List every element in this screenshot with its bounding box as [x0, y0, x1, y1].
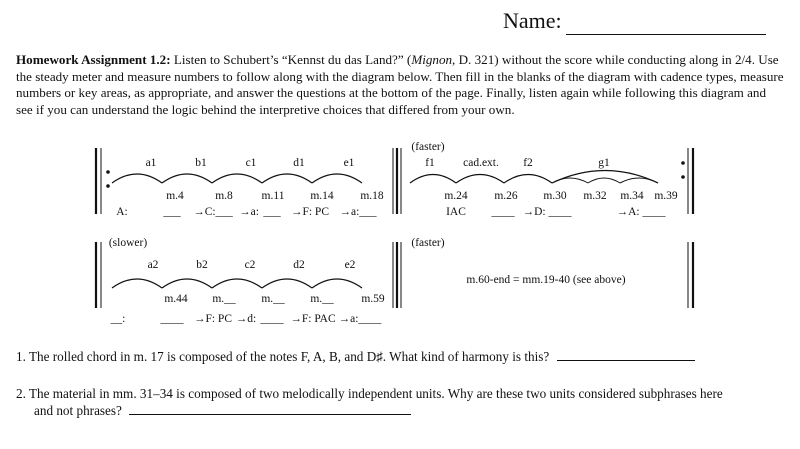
- phrase-label: d2: [293, 259, 305, 271]
- phrase-label: f2: [523, 157, 533, 169]
- measure-label[interactable]: m.__: [212, 293, 236, 305]
- phrase-label: f1: [425, 157, 435, 169]
- measure-label: m.26: [494, 190, 518, 202]
- cadence-label: IAC: [446, 206, 466, 218]
- measure-label[interactable]: m.__: [261, 293, 285, 305]
- phrase-label: c2: [244, 259, 256, 271]
- measure-label[interactable]: m.__: [310, 293, 334, 305]
- key-label: →F: PC: [290, 206, 330, 218]
- tempo-label: (slower): [108, 237, 148, 249]
- key-label[interactable]: →C:___: [193, 206, 233, 218]
- phrase-label: e2: [344, 259, 356, 271]
- measure-label: m.18: [360, 190, 384, 202]
- key-label[interactable]: →A: ____: [616, 206, 666, 218]
- tempo-label: (faster): [411, 141, 445, 153]
- phrase-label: b2: [196, 259, 208, 271]
- measure-label: m.11: [261, 190, 285, 202]
- key-label: →d:: [235, 313, 257, 325]
- question-text: and not phrases?: [34, 403, 122, 418]
- key-label: →a:: [239, 206, 259, 218]
- phrase-label: cad.ext.: [463, 157, 499, 169]
- blank-field[interactable]: ____: [160, 313, 184, 325]
- measure-label: m.32: [583, 190, 607, 202]
- instructions-part-b: , D. 321) without the score while conducting along in 2/4. Use the steady meter and measure numbers to follow along with the diagram below. Then fill in the blanks of the diagram with cadence types, measure numbers or key areas, as appropriate, and answer the questions at the bottom of the page. Finally, listen again while following this diagram and see if you can understand the logic behind the interpretive choices that differed from your own.: [16, 52, 784, 117]
- phrase-label: g1: [598, 157, 610, 169]
- instructions-part-a: Listen to Schubert’s “Kennst du das Land?” (: [170, 52, 412, 67]
- question-number: 1.: [16, 349, 26, 364]
- phrase-label: b1: [195, 157, 207, 169]
- repeat-note: m.60-end = mm.19-40 (see above): [466, 274, 626, 286]
- question-1: [16, 349, 695, 365]
- answer-field[interactable]: [129, 413, 411, 415]
- key-label[interactable]: →a:____: [338, 313, 382, 325]
- phrase-label: d1: [293, 157, 305, 169]
- blank-field[interactable]: ___: [163, 206, 181, 218]
- key-label: →F: PC: [193, 313, 233, 325]
- key-label[interactable]: →a:___: [339, 206, 377, 218]
- phrase-label: e1: [343, 157, 355, 169]
- measure-label: m.59: [361, 293, 385, 305]
- question-text: The material in mm. 31–34 is composed of two melodically independent units. Why are these two units considered subphrases here: [28, 386, 723, 401]
- question-number: 2.: [16, 386, 26, 401]
- key-label: →F: PAC: [290, 313, 336, 325]
- answer-field[interactable]: [557, 359, 695, 361]
- key-label[interactable]: __:: [110, 313, 126, 325]
- name-label: Name:: [503, 8, 562, 33]
- measure-label: m.34: [620, 190, 644, 202]
- blank-field[interactable]: ____: [260, 313, 284, 325]
- question-2-continued: [34, 403, 411, 419]
- work-title: Mignon: [411, 52, 453, 67]
- measure-label: m.44: [164, 293, 188, 305]
- measure-label: m.8: [215, 190, 233, 202]
- blank-field[interactable]: ____: [491, 206, 515, 218]
- key-label[interactable]: →D: ____: [522, 206, 572, 218]
- question-text: The rolled chord in m. 17 is composed of the notes F, A, B, and D♯. What kind of harmony is this?: [28, 349, 550, 364]
- blank-field[interactable]: ___: [263, 206, 281, 218]
- measure-label: m.30: [543, 190, 567, 202]
- measure-label: m.4: [166, 190, 184, 202]
- measure-label: m.39: [654, 190, 678, 202]
- phrase-label: a1: [145, 157, 157, 169]
- measure-label: m.14: [310, 190, 334, 202]
- question-2: [16, 386, 723, 402]
- measure-label: m.24: [444, 190, 468, 202]
- assignment-title: Homework Assignment 1.2:: [16, 52, 171, 67]
- tempo-label: (faster): [411, 237, 445, 249]
- key-label: A:: [116, 206, 128, 218]
- phrase-label: c1: [245, 157, 257, 169]
- phrase-label: a2: [147, 259, 159, 271]
